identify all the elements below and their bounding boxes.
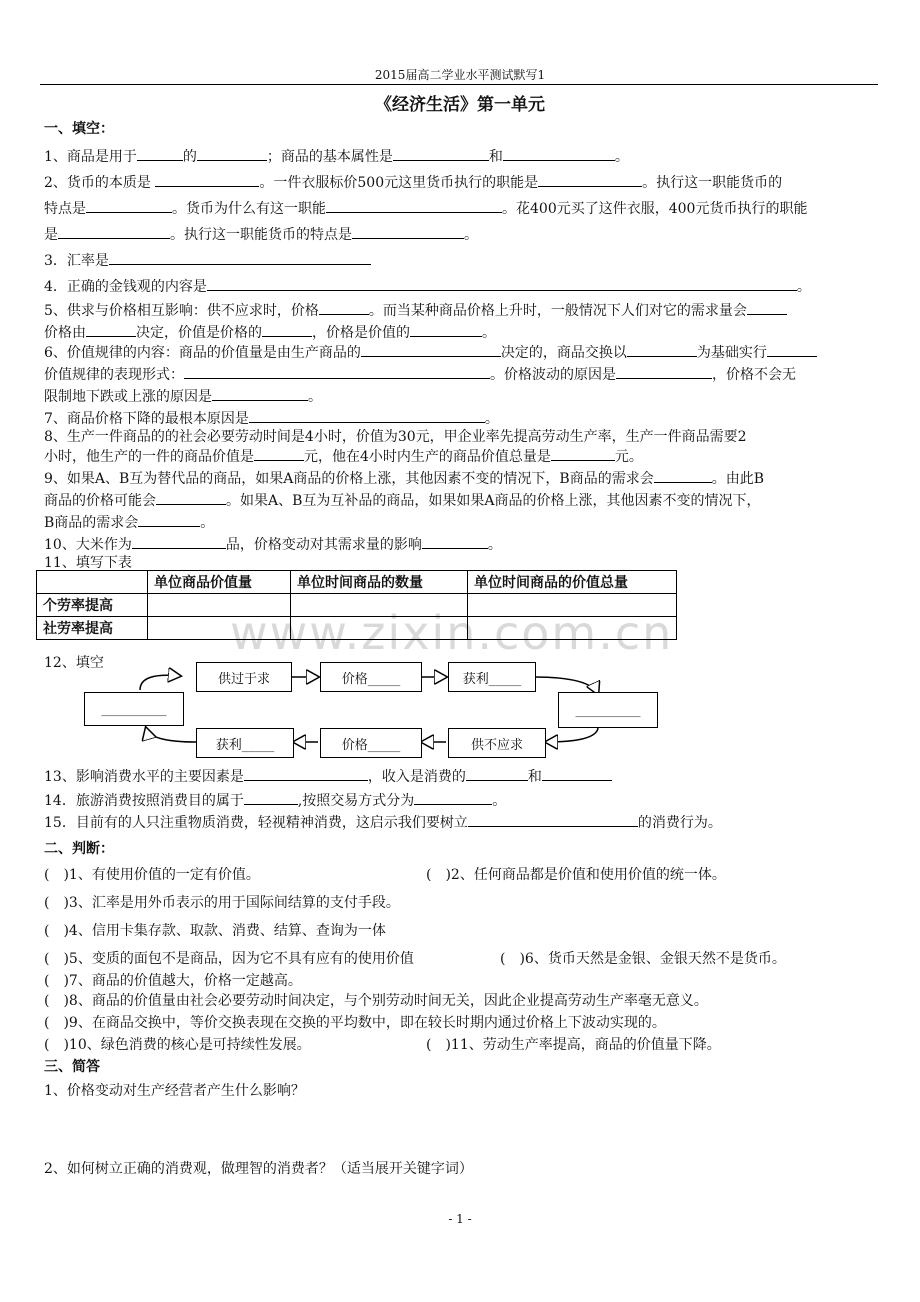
judge-5: ( )5、变质的面包不是商品，因为它不具有应有的使用价值 [44, 951, 414, 967]
q8-line2: 小时，他生产的一件的商品价值是 元，他在4小时内生产的商品价值总量是 元。 [44, 449, 643, 465]
table-header-cell: 单位时间商品的数量 [291, 571, 468, 594]
judge-1: ( )1、有使用价值的一定有价值。 [44, 867, 260, 883]
q8-line1: 8、生产一件商品的的社会必要劳动时间是4小时，价值为30元，甲企业率先提高劳动生产率，生产一件商品需要2 [44, 429, 747, 445]
page-title: 《经济生活》第一单元 [375, 95, 545, 115]
judge-6: ( )6、货币天然是金银、金银天然不是货币。 [500, 951, 786, 967]
judge-4: ( )4、信用卡集存款、取款、消费、结算、查询为一体 [44, 923, 386, 939]
q6-line3: 限制地下跌或上涨的原因是 。 [44, 389, 322, 405]
judge-9: ( )9、在商品交换中，等价交换表现在交换的平均数中，即在较长时期内通过价格上下波动实现的。 [44, 1015, 666, 1031]
q2-line1: 2、货币的本质是 。一件衣服标价500元这里货币执行的职能是 。执行这一职能货币的 [44, 175, 783, 191]
watermark: www.zixin.com.cn [230, 606, 674, 660]
diagram-node-profit-bottom: 获利_____ [196, 728, 294, 758]
section-judge: 二、判断： [44, 841, 114, 857]
q9-line1: 9、如果A、B互为替代品的商品，如果A商品的价格上涨，其他因素不变的情况下，B商品的需求会 。由此B [44, 471, 764, 487]
q14: 14．旅游消费按照消费目的属于 ,按照交易方式分为 。 [44, 793, 507, 809]
q7: 7、商品价格下降的最根本原因是 。 [44, 411, 499, 427]
diagram-node-price-bottom: 价格_____ [320, 728, 422, 758]
q4: 4．正确的金钱观的内容是 。 [44, 279, 811, 295]
page-header: 2015届高二学业水平测试默写1 [374, 68, 546, 82]
table-row-label: 社劳率提高 [37, 617, 148, 640]
diagram-node-undersupply: 供不应求 [448, 728, 546, 758]
q2-line2: 特点是 。货币为什么有这一职能 。花400元买了这件衣服，400元货币执行的职能 [44, 201, 808, 217]
diagram-node-profit-top: 获利_____ [448, 662, 536, 692]
diagram-node-right: __________ [558, 692, 658, 728]
q9-line3: B商品的需求会 。 [44, 515, 215, 531]
judge-10: ( )10、绿色消费的核心是可持续性发展。 [44, 1037, 311, 1053]
diagram-node-oversupply: 供过于求 [196, 662, 292, 692]
page-number: - 1 - [448, 1212, 472, 1226]
diagram-node-price-top: 价格_____ [320, 662, 422, 692]
judge-11: ( )11、劳动生产率提高，商品的价值量下降。 [426, 1037, 721, 1053]
q1: 1、商品是用于 的 ；商品的基本属性是 和 。 [44, 149, 629, 165]
q9-line2: 商品的价格可能会 。如果A、B互为互补品的商品，如果如果A商品的价格上涨，其他因素不变的情况下， [44, 493, 761, 509]
q6-line1: 6、价值规律的内容：商品的价值量是由生产商品的 决定的，商品交换以 为基础实行 [44, 342, 817, 362]
q12: 12、填空 [44, 655, 104, 671]
q10: 10、大米作为 品，价格变动对其需求量的影响 。 [44, 537, 502, 553]
table-header-cell: 单位时间商品的价值总量 [468, 571, 677, 594]
short-2: 2、如何树立正确的消费观，做理智的消费者？（适当展开关键字词） [44, 1161, 473, 1177]
table-row-label: 个劳率提高 [37, 594, 148, 617]
q3: 3．汇率是 [44, 250, 371, 270]
judge-3: ( )3、汇率是用外币表示的用于国际间结算的支付手段。 [44, 895, 400, 911]
section-short: 三、简答 [44, 1059, 100, 1075]
judge-2: ( )2、任何商品都是价值和使用价值的统一体。 [426, 867, 726, 883]
section-fill: 一、填空： [44, 121, 114, 137]
q11: 11、填写下表 [44, 555, 132, 571]
diagram-node-left: __________ [84, 692, 184, 726]
q5-line1: 5、供求与价格相互影响：供不应求时，价格 。而当某种商品价格上升时，一般情况下人们对它的需求量会 [44, 300, 787, 320]
table-header-cell: 单位商品价值量 [148, 571, 291, 594]
judge-7: ( )7、商品的价值越大，价格一定越高。 [44, 973, 302, 989]
q2-line3: 是 。执行这一职能货币的特点是 。 [44, 227, 478, 243]
short-1: 1、价格变动对生产经营者产生什么影响？ [44, 1083, 305, 1099]
q6-line2: 价值规律的表现形式： 。价格波动的原因是 ，价格不会无 [44, 367, 796, 383]
q5-line2: 价格由 决定，价值是价格的 ，价格是价值的 。 [44, 325, 496, 341]
judge-8: ( )8、商品的价值量由社会必要劳动时间决定，与个别劳动时间无关，因此企业提高劳动生产率毫无意义。 [44, 993, 708, 1009]
q13: 13、影响消费水平的主要因素是 ，收入是消费的 和 [44, 766, 612, 786]
q15: 15．目前有的人只注重物质消费，轻视精神消费，这启示我们要树立 的消费行为。 [44, 815, 722, 831]
